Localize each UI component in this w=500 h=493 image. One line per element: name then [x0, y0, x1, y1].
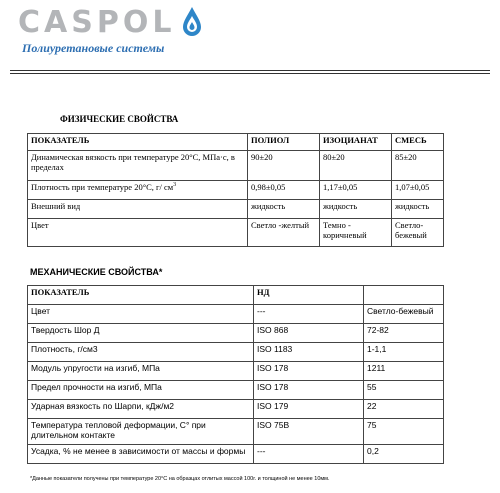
- logo-text: CASPOL: [18, 4, 176, 40]
- table-cell: ISO 178: [254, 381, 364, 400]
- table-cell: 75: [364, 419, 444, 445]
- table-row: [28, 181, 444, 200]
- table-cell: Цвет: [28, 219, 248, 247]
- density-superscript: 3: [173, 182, 177, 189]
- table-cell: Темно - коричневый: [320, 219, 392, 247]
- table-cell: жидкость: [392, 200, 444, 219]
- table-cell: 1-1,1: [364, 343, 444, 362]
- table-cell: Цвет: [28, 305, 254, 324]
- table-cell: Динамическая вязкость при температуре 20°С, МПа·с, в пределах: [28, 151, 248, 181]
- column-header: ПОКАЗАТЕЛЬ: [28, 286, 254, 305]
- table-cell: 72-82: [364, 324, 444, 343]
- table-cell: Модуль упругости на изгиб, МПа: [28, 362, 254, 381]
- table-cell: 85±20: [392, 151, 444, 181]
- table-row: [28, 343, 444, 362]
- column-header: ПОКАЗАТЕЛЬ: [28, 134, 248, 151]
- table-cell: [28, 181, 248, 200]
- table-cell: Внешний вид: [28, 200, 248, 219]
- table-row: [28, 305, 444, 324]
- column-header: НД: [254, 286, 364, 305]
- table-cell: 22: [364, 400, 444, 419]
- table-cell: 0,98±0,05: [248, 181, 320, 200]
- table-cell: Светло -желтый: [248, 219, 320, 247]
- table-row: [28, 381, 444, 400]
- table-row: [28, 419, 444, 445]
- table-cell: Светло-бежевый: [364, 305, 444, 324]
- footnote: *Данные показатели получены при температуре 20°С на образцах отлитых массой 100г. и толщиной не менее 10мм.: [30, 476, 330, 482]
- table-cell: 1,07±0,05: [392, 181, 444, 200]
- physical-properties-title: ФИЗИЧЕСКИЕ СВОЙСТВА: [60, 114, 179, 124]
- table-header-row: [28, 134, 444, 151]
- table-row: [28, 400, 444, 419]
- column-header: [364, 286, 444, 305]
- tagline: Полиуретановые системы: [22, 41, 165, 55]
- table-cell: 1,17±0,05: [320, 181, 392, 200]
- table-cell: Ударная вязкость по Шарпи, кДж/м2: [28, 400, 254, 419]
- table-cell: Усадка, % не менее в зависимости от массы и формы: [28, 445, 254, 464]
- water-drop-icon: [181, 6, 203, 38]
- column-header: ПОЛИОЛ: [248, 134, 320, 151]
- table-cell: ---: [254, 445, 364, 464]
- mechanical-properties-table: [27, 285, 444, 464]
- table-cell: ISO 75B: [254, 419, 364, 445]
- table-cell: ISO 179: [254, 400, 364, 419]
- table-cell: ---: [254, 305, 364, 324]
- logo: [18, 4, 203, 40]
- physical-properties-table: [27, 133, 444, 247]
- table-cell: 55: [364, 381, 444, 400]
- table-row: [28, 445, 444, 464]
- column-header: ИЗОЦИАНАТ: [320, 134, 392, 151]
- table-cell: жидкость: [248, 200, 320, 219]
- table-cell: Температура тепловой деформации, С° при длительном контакте: [28, 419, 254, 445]
- mechanical-properties-title: МЕХАНИЧЕСКИЕ СВОЙСТВА*: [30, 267, 163, 277]
- header-divider-second: [10, 73, 490, 74]
- table-cell: ISO 1183: [254, 343, 364, 362]
- table-cell: 1211: [364, 362, 444, 381]
- table-cell: Плотность, г/см3: [28, 343, 254, 362]
- table-row: [28, 219, 444, 247]
- table-cell: 90±20: [248, 151, 320, 181]
- table-cell: 80±20: [320, 151, 392, 181]
- table-cell: 0,2: [364, 445, 444, 464]
- column-header: СМЕСЬ: [392, 134, 444, 151]
- table-row: [28, 151, 444, 181]
- table-cell: ISO 868: [254, 324, 364, 343]
- table-row: [28, 324, 444, 343]
- table-cell: Твердость Шор Д: [28, 324, 254, 343]
- table-header-row: [28, 286, 444, 305]
- header-divider: [10, 70, 490, 71]
- density-label: Плотность при температуре 20°С, г/ см: [31, 182, 174, 192]
- table-cell: Светло-бежевый: [392, 219, 444, 247]
- table-cell: Предел прочности на изгиб, МПа: [28, 381, 254, 400]
- table-cell: ISO 178: [254, 362, 364, 381]
- table-row: [28, 362, 444, 381]
- table-cell: жидкость: [320, 200, 392, 219]
- table-row: [28, 200, 444, 219]
